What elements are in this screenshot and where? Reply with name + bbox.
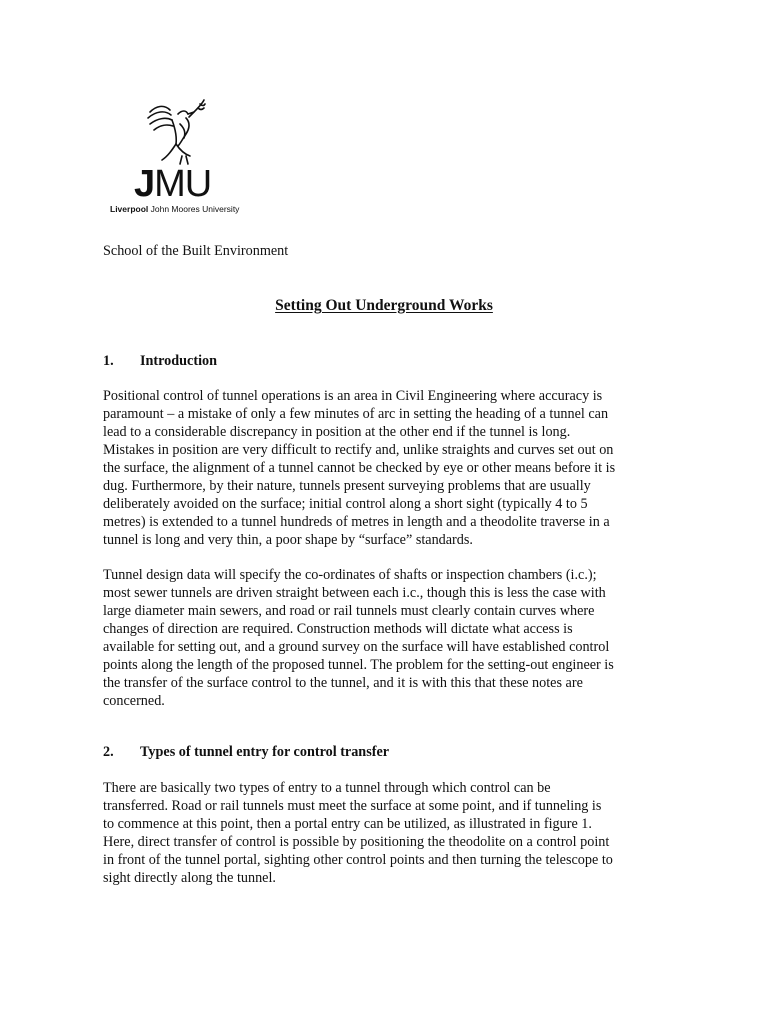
paragraph-line: deliberately avoided on the surface; initial control along a short sight (typically 4 to 5	[103, 496, 588, 512]
paragraph-line: dug. Furthermore, by their nature, tunnels present surveying problems that are usually	[103, 478, 591, 494]
paragraph-line: large diameter main sewers, and road or rail tunnels must clearly contain curves where	[103, 603, 595, 619]
paragraph-line: Tunnel design data will specify the co-ordinates of shafts or inspection chambers (i.c.);	[103, 567, 597, 583]
paragraph-line: paramount – a mistake of only a few minutes of arc in setting the heading of a tunnel can	[103, 406, 609, 422]
paragraph-line: There are basically two types of entry to a tunnel through which control can be	[103, 780, 551, 796]
paragraph-line: concerned.	[103, 693, 165, 709]
section-title: Types of tunnel entry for control transfer	[140, 744, 390, 760]
section-number: 2.	[103, 744, 114, 760]
school-name: School of the Built Environment	[103, 243, 289, 259]
logo-wordmark: JMU	[134, 163, 212, 205]
liver-bird-icon	[142, 98, 206, 168]
paragraph-line: Mistakes in position are very difficult to rectify and, unlike straights and curves set out on	[103, 442, 614, 458]
paragraph-line: the surface, the alignment of a tunnel cannot be checked by eye or other means before it is	[103, 460, 616, 476]
section-title: Introduction	[140, 353, 217, 369]
section-heading-introduction	[103, 352, 217, 370]
paragraph-line: changes of direction are required. Construction methods will dictate what access is	[103, 621, 573, 637]
paragraph	[103, 387, 663, 549]
paragraph-line: transferred. Road or rail tunnels must meet the surface at some point, and if tunneling is	[103, 798, 602, 814]
paragraph-line: to commence at this point, then a portal entry can be utilized, as illustrated in figure 1.	[103, 816, 592, 832]
paragraph-line: lead to a considerable discrepancy in position at the other end if the tunnel is long.	[103, 424, 571, 440]
paragraph-line: sight directly along the tunnel.	[103, 870, 276, 886]
paragraph-line: metres) is extended to a tunnel hundreds of metres in length and a theodolite traverse in a	[103, 514, 610, 530]
paragraph-line: in front of the tunnel portal, sighting other control points and then turning the telescope to	[103, 852, 613, 868]
section-heading-tunnel-entry	[103, 743, 389, 761]
paragraph	[103, 779, 663, 887]
paragraph-line: the transfer of the surface control to the tunnel, and it is with this that these notes are	[103, 675, 583, 691]
logo-university-name: Liverpool John Moores University	[110, 204, 240, 214]
jmu-logo	[104, 94, 246, 214]
paragraph-line: points along the length of the proposed tunnel. The problem for the setting-out engineer is	[103, 657, 614, 673]
paragraph-line: Positional control of tunnel operations is an area in Civil Engineering where accuracy is	[103, 388, 603, 404]
paragraph-line: Here, direct transfer of control is possible by positioning the theodolite on a control point	[103, 834, 610, 850]
paragraph-line: available for setting out, and a ground survey on the surface will have established control	[103, 639, 610, 655]
section-number: 1.	[103, 353, 114, 369]
paragraph	[103, 566, 663, 710]
paragraph-line: most sewer tunnels are driven straight between each i.c., though this is less the case with	[103, 585, 606, 601]
paragraph-line: tunnel is long and very thin, a poor shape by “surface” standards.	[103, 532, 473, 548]
document-title: Setting Out Underground Works	[275, 297, 493, 314]
